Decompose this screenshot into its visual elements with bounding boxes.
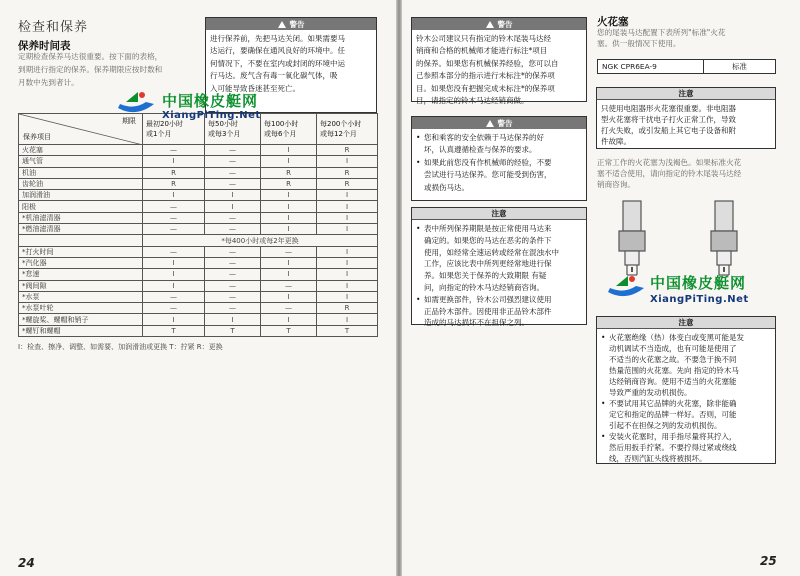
row-value: T [261,325,317,336]
row-value: — [205,257,261,268]
row-item: *燃油滤清器 [19,224,143,235]
row-value: — [205,167,261,178]
row-value: — [205,280,261,291]
row-value: — [205,212,261,223]
row-value: I [143,156,205,167]
table-row [19,190,378,201]
notice-bullet [416,294,582,329]
notice-header [412,208,586,220]
maintenance-schedule-table [18,113,378,337]
row-value: — [205,145,261,156]
bullet-line: 引起不在担保之列的发动机损伤。 [609,421,722,430]
warning-line: 铃木公司建议只有指定的铃木尾装马达经 [416,34,551,43]
boat-logo-icon [116,88,156,118]
row-value: R [261,178,317,189]
row-value: — [205,291,261,302]
page-number-right: 25 [760,554,777,568]
notice-line: 打火失败，或引发船上其它电子设备和附 [601,126,736,135]
row-value: I [317,212,378,223]
bullet-line: • 安装火花塞时，用手指尽量将其拧入， [609,432,737,441]
notice-line: 只使用电阻器形火花塞很重要。非电阻器 [601,104,736,113]
bullet-line: • 表中所列保养期限是按正常使用马达来 [424,224,552,233]
table-row [19,269,378,280]
section-title-maintenance: 检查和保养 [18,20,89,35]
boat-logo-icon [606,272,646,302]
row-value: T [317,325,378,336]
row-value: I [205,190,261,201]
row-item: 通气管 [19,156,143,167]
row-item: *水泵叶轮 [19,303,143,314]
intro-line: 塞。供一般情况下使用。 [597,39,681,48]
table-row [19,167,378,178]
bullet-line: • 如需更换部件，铃木公司强烈建议使用 [424,294,552,304]
spark-plug-icon [619,201,645,275]
bullet-line: 问，向指定的铃木马达经销商咨询。 [424,282,544,292]
row-value: — [205,224,261,235]
warning-box-safety [411,116,587,201]
column-header-line2: 或每12个月 [320,130,357,138]
warning-triangle-icon [486,21,494,28]
notice-bullet [601,398,771,431]
row-value: R [317,167,378,178]
table-row [19,246,378,257]
row-value: I [261,156,317,167]
notice-body [597,100,775,150]
row-item: *打火时间 [19,246,143,257]
notice-title: 注意 [678,89,694,98]
column-header-line1: 每100小时 [264,119,299,128]
notice-box-resistor [596,87,776,149]
watermark-name: 中国橡皮艇网 [162,92,259,110]
row-value: — [261,303,317,314]
bullet-line: • 如果此前您没有作机械师的经验，不要 [424,157,552,167]
row-value: I [317,269,378,280]
section-title-spark-plug: 火花塞 [597,16,629,28]
row-value: I [205,201,261,212]
row-value: I [205,314,261,325]
row-item: *水泵 [19,291,143,302]
notice-bullet [416,223,582,294]
table-row [19,201,378,212]
bullet-line: 导致严重的发动机损伤。 [609,388,692,397]
row-value: I [317,257,378,268]
warning-title: 警告 [497,19,513,29]
bullet-line: 热量范围的火花塞。先向 指定的铃木马 [609,366,739,375]
row-value: I [317,314,378,325]
row-value: R [143,167,205,178]
bullet-line: 坏，认真遵循检查与保养的要求。 [424,145,537,155]
row-value: — [261,246,317,257]
spark-plug-spec-table [597,59,776,74]
row-item: *螺钉和螺帽 [19,325,143,336]
row-value: — [143,291,205,302]
page-number-left: 24 [18,556,35,570]
row-value: R [317,303,378,314]
row-value: — [205,269,261,280]
spark-plug-icon [711,201,737,275]
row-item: 机油 [19,167,143,178]
table-row [19,314,378,325]
row-value: I [261,257,317,268]
row-value: R [143,178,205,189]
header-period: 期限 [122,117,136,125]
column-header-line1: 每200个小时 [320,119,362,128]
bullet-line: 养。如果您关于保养的大致期限 有疑 [424,271,547,281]
row-value: I [143,190,205,201]
span-note: *每400小时或每2年更换 [143,235,378,246]
bullet-line: 不适当的火花塞之故。不要急于换不同 [609,355,737,364]
warning-triangle-icon [278,21,286,28]
watermark-logo [606,270,776,316]
row-value: I [317,280,378,291]
intro-line: 月数中先到者计。 [18,78,79,87]
row-value: I [261,314,317,325]
row-value: — [143,212,205,223]
watermark-name: 中国橡皮艇网 [650,274,747,292]
row-value: I [261,201,317,212]
normal-color-text [597,157,782,190]
table-legend: I：检查、擦净、调整、如需要、加润滑油或更换 T：拧紧 R：更换 [18,343,223,351]
row-item: 齿轮油 [19,178,143,189]
bullet-line: 线，否则汽缸头线将被损坏。 [609,454,707,463]
row-item: *汽化器 [19,257,143,268]
table-row [19,280,378,291]
row-item: *怠速 [19,269,143,280]
intro-line: 定期检查保养马达很重要。按下面的表格， [18,52,163,61]
row-value: R [317,145,378,156]
column-header-line1: 每50小时 [208,119,238,128]
warning-box-dealer [411,17,587,106]
notice-line: 件故障。 [601,137,631,146]
row-item: 阳极 [19,201,143,212]
warning-bullet [416,132,582,157]
column-header-line1: 最初20小时 [146,119,183,128]
left-page [0,0,396,576]
row-value: T [205,325,261,336]
row-item: 加润滑油 [19,190,143,201]
warning-line: 目。如果您没有把握完成未标注*的保养项 [416,83,555,93]
warning-header [412,18,586,30]
notice-box-schedule [411,207,587,328]
watermark-url: XiangPiTing.Net [162,110,261,121]
notice-header [597,317,775,329]
warning-bullet [416,157,582,194]
bullet-line: 正品铃木部件。因使用非正品铃木部件 [424,306,552,316]
table-row [19,178,378,189]
intro-line: 您的尾装马达配置下表所列"标准"火花 [597,28,726,37]
notice-box-insulator [596,316,776,464]
schedule-intro [18,50,200,89]
row-item: *机油滤清器 [19,212,143,223]
notice-header [597,88,775,100]
warning-title: 警告 [289,19,305,29]
warning-header [412,117,586,129]
column-header-line2: 或1个月 [146,130,172,138]
header-item: 保养项目 [23,132,51,141]
warning-line: 的保养。如果您有机械保养经验，您可以自 [416,58,559,68]
warning-line: 何情况下，不要在室内或封闭的环境中运 [210,58,345,68]
warning-line: 行马达。废气含有毒一氧化碳气体，吸 [210,71,338,81]
notice-line: 型火花塞将干扰电子打火正常工作，导致 [601,115,736,124]
bullet-line: 尝试进行马达保养。您可能受到伤害， [424,170,552,180]
text-line: 正常工作的火花塞为浅褐色。如果标准火花 [597,158,742,167]
plug-type: 标准 [732,62,747,71]
bullet-line: 达经销商咨询。使用不适当的火花塞能 [609,377,737,386]
notice-bullet [601,431,771,464]
column-header-line2: 或每3个月 [208,130,241,138]
notice-title: 注意 [678,318,694,327]
row-item: *螺旋桨、螺帽和销子 [19,314,143,325]
bullet-line: 工作，应该比表中所列更经常地进行保 [424,259,552,269]
row-value: T [143,325,205,336]
row-value: — [143,224,205,235]
text-line: 塞不适合使用，请向指定的铃木尾装马达经 [597,169,742,178]
spark-plug-intro [597,27,782,49]
row-value: — [205,156,261,167]
intro-line: 到期进行指定的保养。保养期限应按时数和 [18,65,163,74]
bullet-line: • 火花塞绝缘（热）体变白或变黑可能是发 [609,333,744,342]
schedule-subtitle: 保养时间表 [18,40,71,52]
warning-body [412,30,586,110]
table-row [19,325,378,336]
row-item: *阀间隙 [19,280,143,291]
row-value: I [261,145,317,156]
warning-line: 进行保养前，先把马达关闭。如果需要马 [210,34,345,43]
table-row [19,145,378,156]
bullet-line: 造成的马达损坏不在担保之列。 [424,318,529,328]
table-row [19,224,378,235]
text-line: 销商咨询。 [597,180,635,189]
table-row [19,291,378,302]
warning-body [412,129,586,197]
row-value: I [261,224,317,235]
warning-title: 警告 [497,118,513,128]
table-row [19,257,378,268]
row-value: — [143,303,205,314]
column-header-line2: 或每6个月 [264,130,297,138]
row-value: I [317,201,378,212]
row-value: I [143,269,205,280]
table-row [19,156,378,167]
notice-bullet [601,332,771,398]
row-value: I [143,280,205,291]
plug-model: NGK CPR6EA-9 [598,60,704,73]
bullet-line: 或损伤马达。 [424,182,469,192]
watermark-url: XiangPiTing.Net [650,294,749,305]
table-row [19,303,378,314]
row-value: I [317,291,378,302]
watermark-logo [116,88,276,132]
row-value: — [261,280,317,291]
row-item [19,235,143,246]
notice-body [412,220,586,332]
row-value: R [317,178,378,189]
notice-title: 注意 [491,209,507,218]
bullet-line: 确定的。如果您的马达在恶劣的条件下 [424,235,552,245]
row-value: — [205,246,261,257]
warning-line: 目，请指定的铃木马达经销商做。 [416,96,529,106]
row-value: I [143,257,205,268]
bullet-line: • 您和乘客的安全依赖于马达保养的好 [424,133,544,142]
row-value: I [143,314,205,325]
warning-triangle-icon [486,120,494,127]
row-item: 火花塞 [19,145,143,156]
row-value: I [261,212,317,223]
row-value: I [261,269,317,280]
warning-header [206,18,376,30]
row-value: — [143,145,205,156]
bullet-line: • 不要试用其它品牌的火花塞，除非能确 [609,399,737,408]
bullet-line: 使用，如经常全速运转或经常在混浊水中 [424,247,559,257]
table-row [19,212,378,223]
row-value: I [317,246,378,257]
column-header [317,114,378,145]
warning-line: 销商和合格的机械师才能进行标注*项目 [416,46,548,56]
bullet-line: 然后用扳手拧紧。不要拧得过紧或绕线 [609,443,737,452]
row-value: — [205,303,261,314]
warning-line: 达运行，要确保在通风良好的环境中。任 [210,46,345,56]
row-value: — [143,201,205,212]
warning-line: 己参照本部分的指示进行未标注*的保养项 [416,71,555,81]
notice-body [597,329,775,467]
bullet-line: 定它和指定的品牌一样好。否则，可能 [609,410,737,419]
row-value: I [261,291,317,302]
row-value: I [317,156,378,167]
row-value: I [317,224,378,235]
table-row-span-note [19,235,378,246]
warning-line: 入可能导致昏迷甚至死亡。 [210,83,300,93]
bullet-line: 动机调试不当造成，也有可能是使用了 [609,344,737,353]
row-value: I [261,190,317,201]
row-value: — [205,178,261,189]
row-value: I [317,190,378,201]
row-value: R [261,167,317,178]
row-value: — [143,246,205,257]
